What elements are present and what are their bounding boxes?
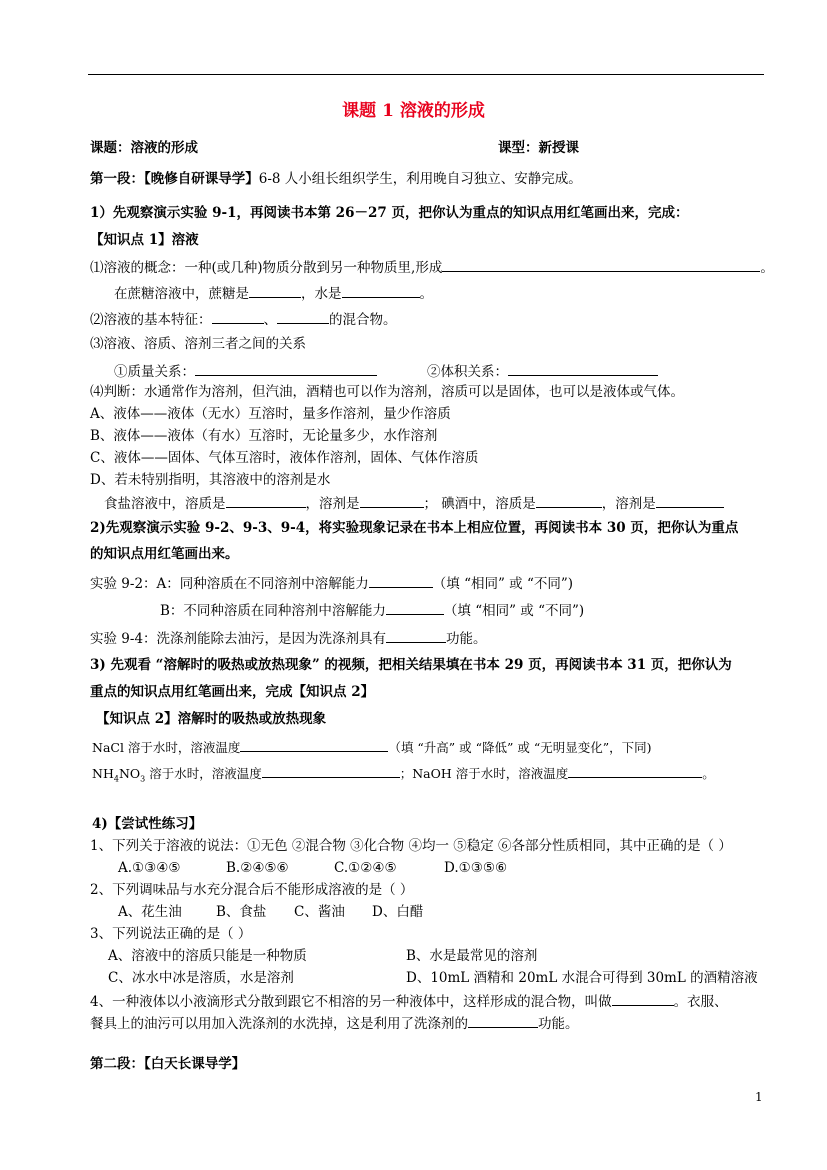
page-number: 1 [755, 1090, 763, 1104]
blank-concept[interactable] [442, 257, 760, 272]
kp2-title: 【知识点 2】溶解时的吸热或放热现象 [96, 711, 327, 727]
exp-9-2-a [90, 573, 573, 593]
blank-salt-solute[interactable] [226, 493, 306, 508]
volume-text: ②体积关系： [427, 364, 508, 380]
practice-title: 4)【尝试性练习】 [92, 816, 203, 832]
kp1-concept-text: ⑴溶液的概念：一种(或几种)物质分散到另一种物质里,形成 [90, 260, 443, 276]
nh4-sub-2: 3 [140, 774, 146, 784]
kp1-feature-line [90, 309, 397, 329]
sugar-text-c: 。 [419, 286, 433, 302]
blank-sugar-solvent[interactable] [342, 283, 420, 298]
q4-text-c: 餐具上的油污可以用加入洗涤剂的水洗掉，这是利用了洗涤剂的 [90, 1016, 468, 1032]
nh4-formula-b: NO [118, 766, 141, 781]
feature-text-b: 、 [263, 312, 277, 328]
blank-sugar-solute[interactable] [249, 283, 301, 298]
blank-feature-2[interactable] [277, 309, 329, 324]
exp-a-end: （填 “相同” 或 “不同”) [432, 576, 574, 592]
blank-nh4no3-temp[interactable] [262, 763, 400, 778]
kp1-title: 【知识点 1】溶液 [90, 232, 199, 248]
section2-heading: 第二段：【白天长课导学】 [90, 1056, 246, 1072]
blank-feature-1[interactable] [212, 309, 264, 324]
kp1-rule-b: B、液体——液体（有水）互溶时，无论量多少，水作溶剂 [90, 428, 438, 444]
sugar-text-b: ，水是 [301, 286, 342, 302]
q4-text-a: 4、一种液体以小液滴形式分散到跟它不相溶的另一种液体中，这样形成的混合物，叫做 [90, 994, 612, 1010]
kp1-concept-line [90, 257, 774, 277]
naoh-text: ；NaOH 溶于水时，溶液温度 [399, 766, 569, 781]
nh4no3-naoh-line [92, 763, 715, 789]
salt-text-a: 食盐溶液中，溶质是 [104, 496, 226, 512]
section1-heading-rest: 6-8 人小组长组织学生，利用晚自习独立、安静完成。 [258, 171, 582, 187]
question-4-line2 [90, 1013, 579, 1033]
nh4-sub-1: 4 [113, 774, 119, 784]
q3-option-b: B、水是最常见的溶剂 [406, 948, 538, 964]
q2-option-d: D、白醋 [372, 904, 424, 920]
exp-b-end: （填 “相同” 或 “不同”) [443, 603, 585, 619]
header-rule [88, 74, 764, 75]
exp-b-text: B：不同种溶质在同种溶剂中溶解能力 [160, 603, 386, 619]
blank-q4-function[interactable] [468, 1013, 538, 1028]
salt-text-d: ，溶剂是 [601, 496, 656, 512]
q3-option-d: D、10mL 酒精和 20mL 水混合可得到 30mL 的酒精溶液 [406, 970, 758, 986]
q1-option-d: D.①③⑤⑥ [444, 860, 508, 876]
kp1-rule-c: C、液体——固体、气体互溶时，液体作溶剂，固体、气体作溶质 [90, 450, 479, 466]
q1-option-c: C.①②④⑤ [334, 860, 397, 876]
exp-9-2-b [160, 600, 584, 620]
q4-text-d: 功能。 [538, 1016, 579, 1032]
step1-instruction: 1）先观察演示实验 9-1，再阅读书本第 26－27 页，把你认为重点的知识点用红笔画出来，完成： [90, 205, 689, 221]
mass-text: ①质量关系： [114, 364, 195, 380]
blank-volume-relation[interactable] [508, 361, 658, 376]
q2-option-a: A、花生油 [118, 904, 182, 920]
nacl-line [92, 737, 652, 757]
blank-exp-c[interactable] [386, 628, 446, 643]
lesson-type-label: 课型：新授课 [498, 140, 579, 156]
document-title: 课题 1 溶液的形成 [342, 101, 485, 121]
step3-line2: 重点的知识点用红笔画出来，完成【知识点 2】 [90, 684, 375, 700]
step3-line1: 3) 先观看 “溶解时的吸热或放热现象” 的视频，把相关结果填在书本 29 页，再阅读书本 31 页，把你认为 [90, 657, 732, 673]
nh4-text: 溶于水时，溶液温度 [145, 766, 262, 781]
kp1-concept-end: 。 [760, 260, 774, 276]
blank-naoh-temp[interactable] [568, 763, 702, 778]
kp1-salt-line [104, 493, 724, 513]
naoh-end: 。 [702, 766, 715, 781]
exp-c-text: 实验 9-4：洗涤剂能除去油污，是因为洗涤剂具有 [90, 631, 387, 647]
section1-heading [90, 170, 582, 188]
exp-9-4 [90, 628, 487, 648]
section1-heading-bold: 第一段：【晚修自研课导学】 [90, 171, 259, 187]
nacl-text: NaCl 溶于水时，溶液温度 [92, 740, 241, 755]
salt-text-c: ； 碘酒中，溶质是 [423, 496, 536, 512]
sugar-text-a: 在蔗糖溶液中，蔗糖是 [114, 286, 249, 302]
question-3: 3、下列说法正确的是（ ） [90, 926, 252, 942]
step2-line2: 的知识点用红笔画出来。 [90, 546, 239, 562]
question-2: 2、下列调味品与水充分混合后不能形成溶液的是（ ） [90, 882, 414, 898]
kp1-volume-line [427, 361, 658, 381]
q2-option-c: C、酱油 [294, 904, 345, 920]
question-1: 1、下列关于溶液的说法：①无色 ②混合物 ③化合物 ④均一 ⑤稳定 ⑥各部分性质相同，其中正确的是（ ） [90, 838, 732, 854]
blank-salt-solvent[interactable] [360, 493, 424, 508]
blank-exp-b[interactable] [386, 600, 444, 615]
salt-text-b: ，溶剂是 [305, 496, 360, 512]
blank-exp-a[interactable] [369, 573, 433, 588]
q2-option-b: B、食盐 [216, 904, 267, 920]
nacl-note: （填 “升高” 或 “降低” 或 “无明显变化”，下同) [388, 740, 652, 755]
blank-iodine-solvent[interactable] [656, 493, 724, 508]
kp1-relation: ⑶溶液、溶质、溶剂三者之间的关系 [90, 336, 306, 352]
q1-option-b: B.②④⑤⑥ [226, 860, 289, 876]
blank-iodine-solute[interactable] [536, 493, 602, 508]
blank-q4-emulsion[interactable] [612, 991, 674, 1006]
kp1-rule-a: A、液体——液体（无水）互溶时，量多作溶剂，量少作溶质 [90, 406, 451, 422]
q1-option-a: A.①③④⑤ [118, 860, 181, 876]
q4-text-b: 。衣服、 [673, 994, 728, 1010]
nh4-formula-a: NH [92, 766, 114, 781]
feature-text-c: 的混合物。 [329, 312, 397, 328]
kp1-judge: ⑷判断：水通常作为溶剂，但汽油，酒精也可以作为溶剂，溶质可以是固体，也可以是液体或气体。 [90, 384, 684, 400]
exp-a-text: 实验 9-2：A：同种溶质在不同溶剂中溶解能力 [90, 576, 369, 592]
step2-line1: 2)先观察演示实验 9-2、9-3、9-4，将实验现象记录在书本上相应位置，再阅读书本 30 页，把你认为重点 [90, 520, 739, 536]
kp1-sugar-line [114, 283, 433, 303]
blank-nacl-temp[interactable] [240, 737, 388, 752]
blank-mass-relation[interactable] [195, 361, 377, 376]
question-4-line1 [90, 991, 728, 1011]
lesson-label: 课题：溶液的形成 [90, 140, 198, 156]
q3-option-a: A、溶液中的溶质只能是一种物质 [108, 948, 307, 964]
kp1-rule-d: D、若未特别指明，其溶液中的溶剂是水 [90, 472, 331, 488]
kp1-mass-line [114, 361, 377, 381]
q3-option-c: C、冰水中冰是溶质，水是溶剂 [108, 970, 294, 986]
exp-c-end: 功能。 [446, 631, 487, 647]
feature-text-a: ⑵溶液的基本特征： [90, 312, 212, 328]
